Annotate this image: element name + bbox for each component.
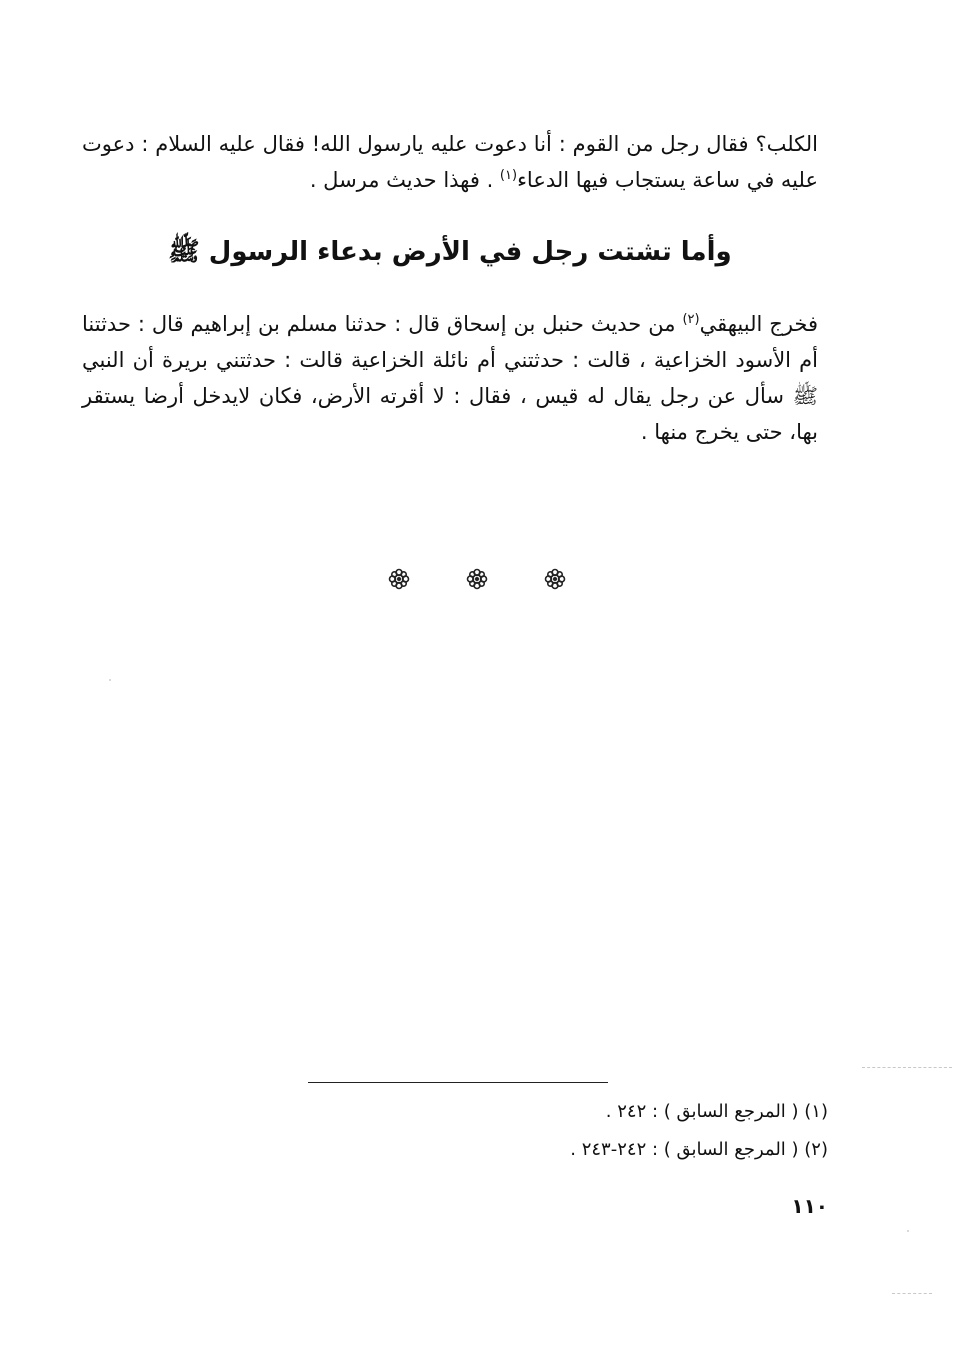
- footnote-separator: [308, 1082, 608, 1083]
- paragraph-1: [82, 126, 818, 198]
- page-number: ١١٠: [791, 1194, 828, 1218]
- paragraph-2-text: فخرج البيهقي: [699, 312, 818, 336]
- footnote-ref-2: (٢): [682, 312, 700, 327]
- section-divider-ornaments: [0, 566, 954, 592]
- paragraph-1-text-end: . فهذا حديث مرسل .: [309, 168, 500, 192]
- footnote-1: (١) ( المرجع السابق ) : ٢٤٢ .: [605, 1101, 828, 1122]
- flower-ornament-icon: [542, 566, 568, 592]
- paragraph-1-text: الكلب؟ فقال رجل من القوم : أنا دعوت عليه يارسول الله! فقال عليه السلام : دعوت عليه في ساعة يستجاب فيها الدعاء: [82, 132, 818, 192]
- scan-artifact: [862, 1067, 952, 1068]
- flower-ornament-icon: [464, 566, 490, 592]
- paragraph-2: [82, 306, 818, 450]
- paragraph-2-text-end: من حديث حنبل بن إسحاق قال : حدثنا مسلم بن إبراهيم قال : حدثتنا أم الأسود الخزاعية ، قالت : حدثتني أم نائلة الخزاعية قالت : حدثتني بريرة أن النبي ﷺ سأل عن رجل يقال له قيس ، فقال : لا أقرته الأرض، فكان لايدخل أرضا يستقر بها، حتى يخرج منها .: [82, 312, 818, 444]
- footnote-2: (٢) ( المرجع السابق ) : ٢٤٢-٢٤٣ .: [570, 1139, 828, 1160]
- section-heading: وأما تشتت رجل في الأرض بدعاء الرسول ﷺ: [168, 237, 732, 267]
- flower-ornament-icon: [386, 566, 412, 592]
- footnote-ref-1: (١): [499, 168, 518, 183]
- scan-artifact: [892, 1293, 932, 1294]
- scan-artifact: [907, 1230, 909, 1232]
- scan-artifact: [109, 679, 111, 681]
